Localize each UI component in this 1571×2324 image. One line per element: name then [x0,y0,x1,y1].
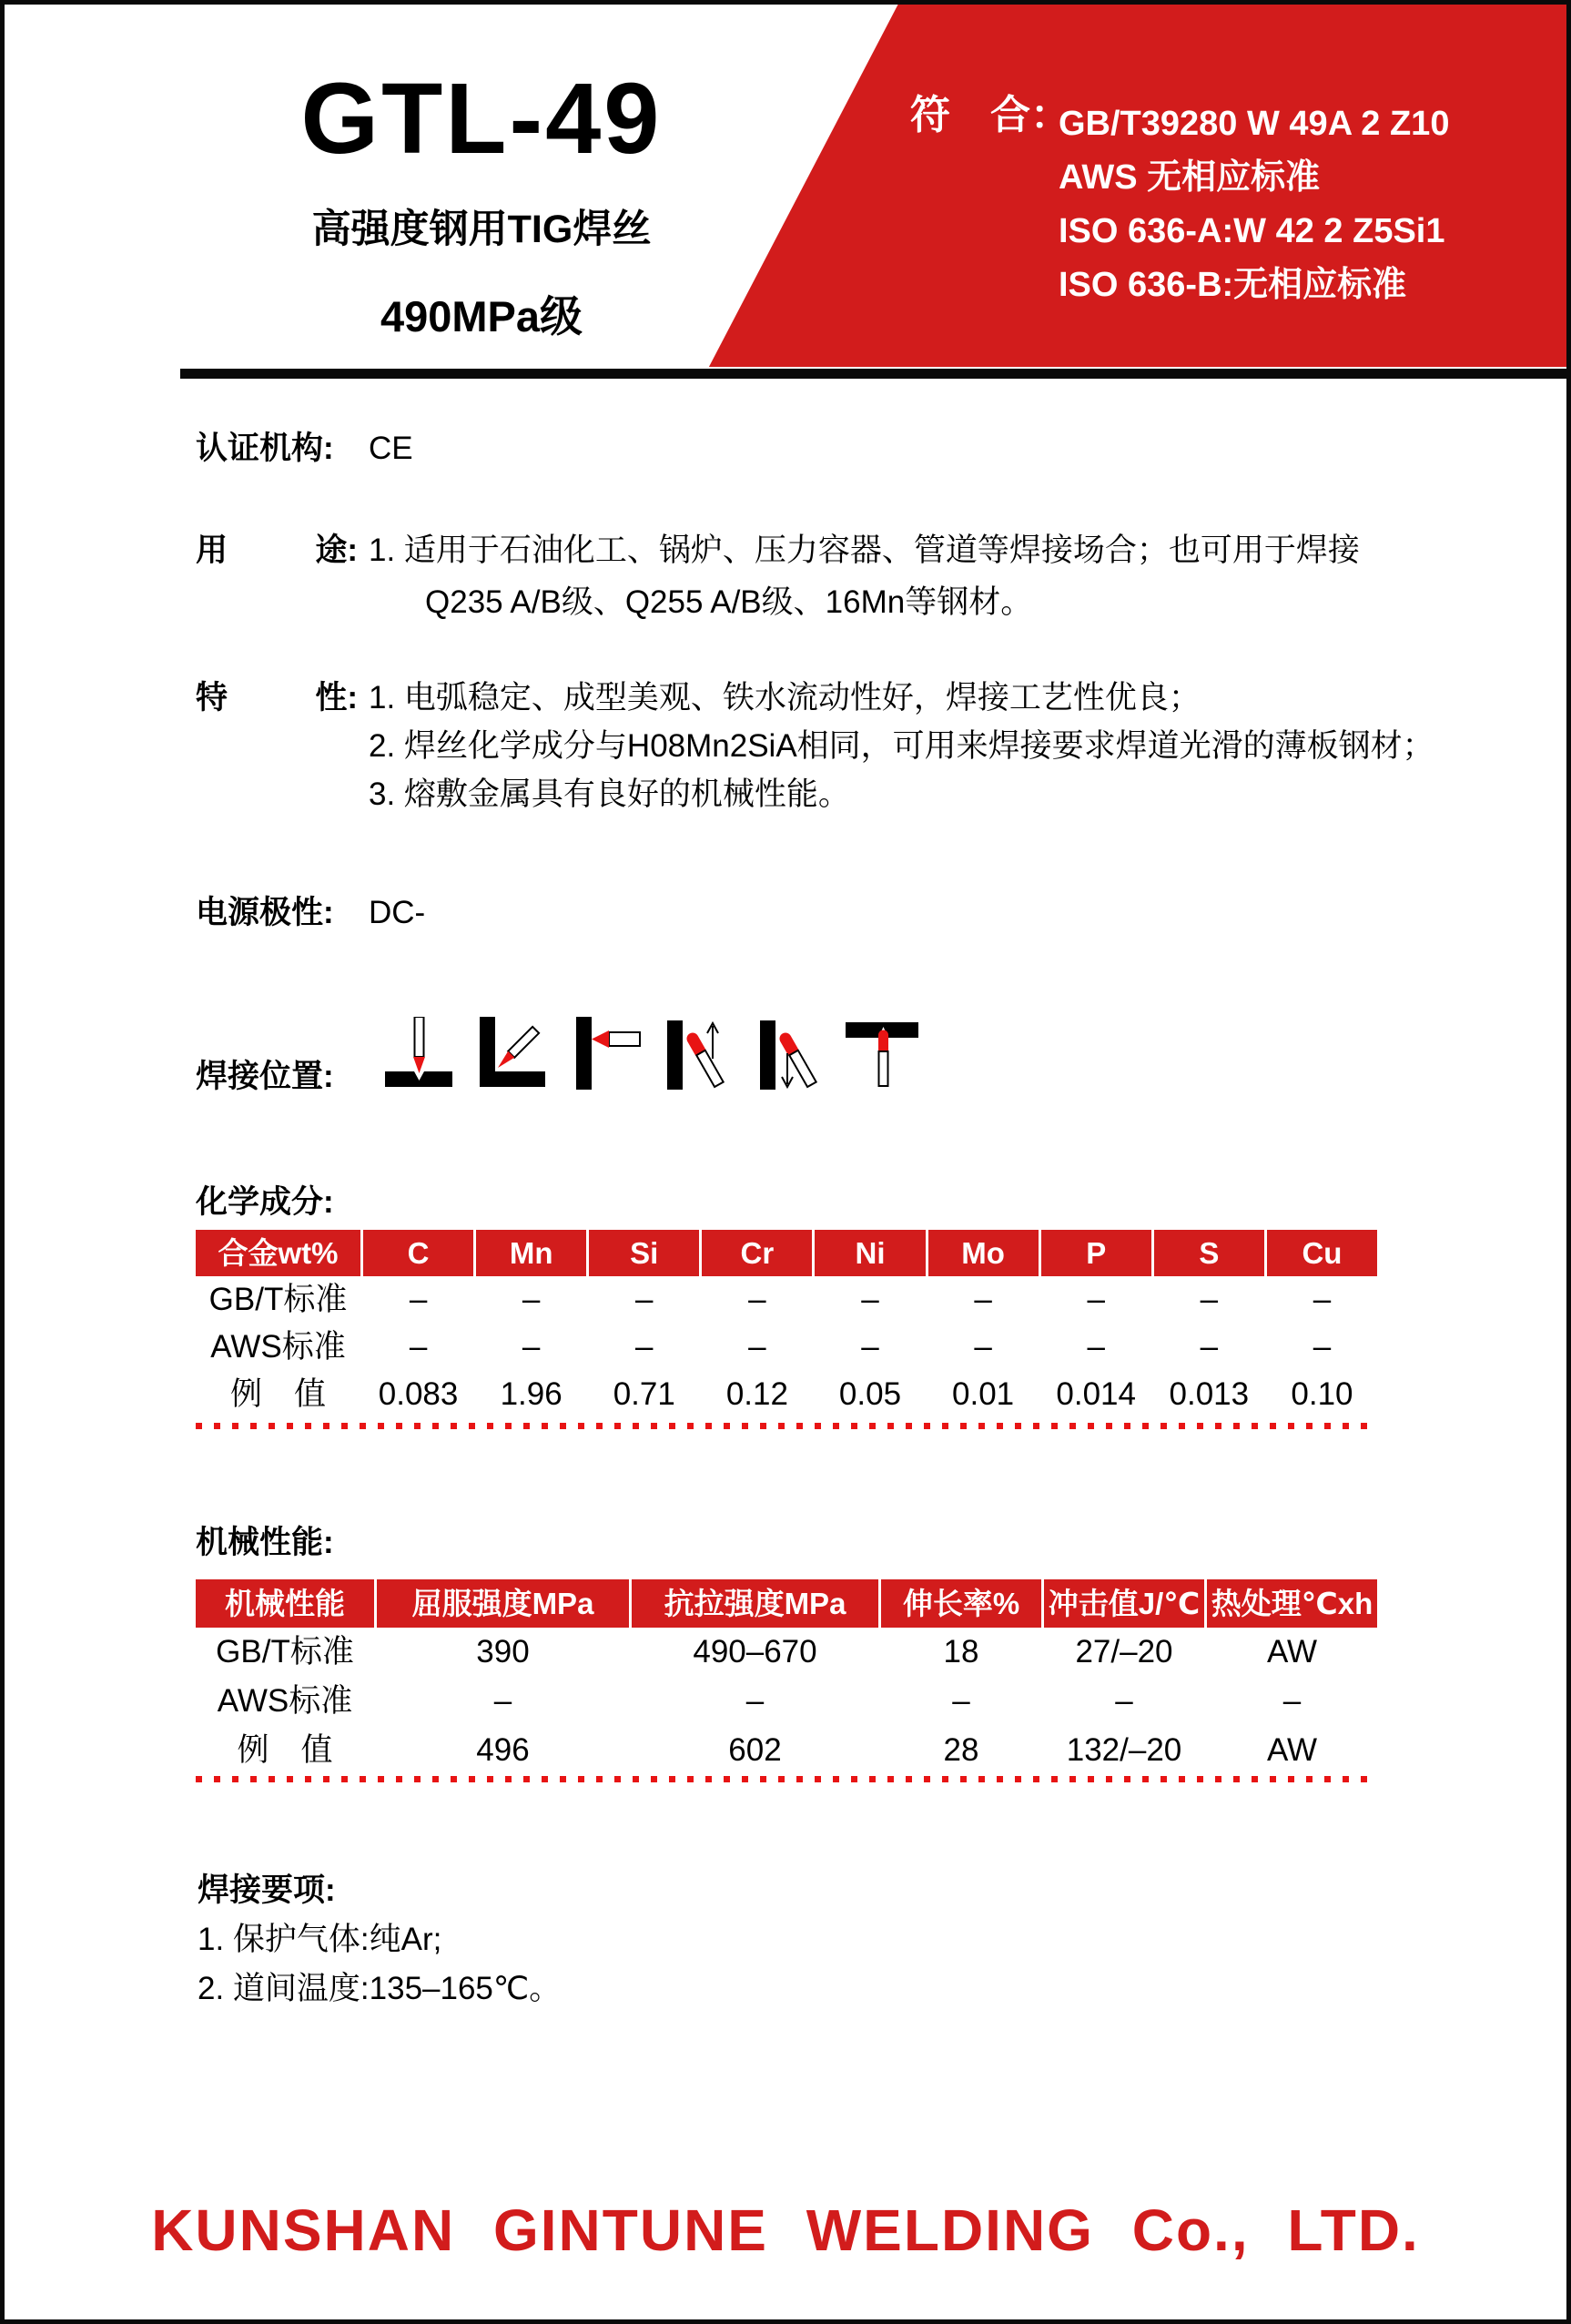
chem-header-cell: Si [589,1230,699,1276]
chem-section-title: 化学成分: [196,1184,334,1220]
chem-header-cell: Ni [815,1230,925,1276]
chem-cell: – [1200,1329,1219,1365]
product-title: GTL-49 [300,63,663,175]
mech-header-cell: 机械性能 [196,1579,374,1628]
chem-row-label: AWS标准 [210,1329,346,1365]
mech-header-cell: 屈服强度MPa [377,1579,629,1628]
mech-row-label: GB/T标准 [216,1634,354,1669]
chem-cell: – [748,1329,766,1365]
welding-position-horizontal-icon [565,1017,644,1093]
product-subtitle: 高强度钢用TIG焊丝 [311,208,652,251]
usage-label [196,531,358,571]
mech-header-row [196,1579,1377,1628]
company-name: KUNSHAN GINTUNE WELDING Co., LTD. [151,2197,1420,2263]
polarity-value: DC- [369,895,426,930]
mech-section-title: 机械性能: [196,1525,334,1560]
chem-row-label: 例 值 [229,1376,326,1412]
chem-cell: – [861,1282,879,1317]
chem-header-cell: Cr [702,1230,812,1276]
mech-cell: 390 [476,1634,530,1669]
mech-cell: – [1115,1683,1133,1719]
mech-cell: 28 [943,1732,979,1768]
chem-row-gbt [196,1276,1377,1324]
chem-cell: – [974,1282,992,1317]
chem-cell: – [1200,1282,1219,1317]
chem-header-cell: Mo [928,1230,1039,1276]
standard-iso-b: ISO 636-B:无相应标准 [1059,266,1407,304]
chem-cell: – [522,1282,541,1317]
mech-row-example [196,1726,1377,1775]
mech-cell: 602 [728,1732,782,1768]
chem-row-example [196,1371,1377,1418]
standard-gbt: GB/T39280 W 49A 2 Z10 [1059,105,1450,143]
mech-cell: – [493,1683,512,1719]
chem-cell: – [409,1282,428,1317]
mech-header-cell: 抗拉强度MPa [632,1579,878,1628]
mech-row-aws [196,1677,1377,1726]
mech-cell: 18 [943,1634,979,1669]
mech-row-label: 例 值 [237,1732,333,1768]
usage-label-char1: 用 [196,533,228,568]
mech-header-cell: 热处理℃xh [1207,1579,1377,1628]
feature-line-3: 3. 熔敷金属具有良好的机械性能。 [369,776,850,812]
mech-cell: – [745,1683,765,1719]
standard-iso-a: ISO 636-A:W 42 2 Z5Si1 [1059,212,1445,250]
chem-cell: – [1313,1282,1332,1317]
polarity-label: 电源极性: [196,895,334,930]
chem-cell: – [1087,1329,1105,1365]
usage-line-1: 1. 适用于石油化工、锅炉、压力容器、管道等焊接场合；也可用于焊接 [369,533,1360,568]
welding-position-horizontal-fillet-icon [472,1017,551,1093]
chem-cell: – [522,1329,541,1365]
mech-row-gbt [196,1628,1377,1677]
chem-header-row [196,1230,1377,1276]
feature-line-2: 2. 焊丝化学成分与H08Mn2SiA相同，可用来焊接要求焊道光滑的薄板钢材； [369,728,1434,764]
mech-header-cell: 伸长率% [881,1579,1041,1628]
welding-position-icons [380,1017,922,1093]
chem-cell: – [635,1329,654,1365]
mech-header-cell: 冲击值J/℃ [1044,1579,1204,1628]
chem-row-aws [196,1324,1377,1371]
chem-table [196,1230,1377,1418]
chem-cell: 0.12 [725,1376,788,1412]
mech-dotted-divider [196,1776,1377,1782]
chem-cell: 0.014 [1056,1376,1136,1412]
mech-cell: AW [1266,1732,1318,1768]
chem-cell: – [748,1282,766,1317]
chem-cell: – [635,1282,654,1317]
chem-row-label: GB/T标准 [208,1282,348,1317]
chem-cell: 1.96 [500,1376,563,1412]
standard-aws: AWS 无相应标准 [1059,158,1321,197]
chem-header-cell: Cu [1267,1230,1377,1276]
mech-cell: 132/–20 [1066,1732,1182,1768]
mech-cell: 490–670 [693,1634,817,1669]
chem-header-cell: S [1154,1230,1264,1276]
chem-header-cell: P [1041,1230,1151,1276]
positions-label: 焊接位置: [196,1059,334,1094]
compliance-label: 符 合： [910,93,1070,137]
chem-header-cell: 合金wt% [196,1230,360,1276]
chem-cell: – [1313,1329,1332,1365]
chem-cell: 0.083 [378,1376,459,1412]
chem-header-cell: Mn [476,1230,586,1276]
features-label-char2: 性: [315,680,358,715]
welding-position-overhead-icon [844,1017,922,1093]
feature-line-1: 1. 电弧稳定、成型美观、铁水流动性好，焊接工艺性优良； [369,680,1201,715]
welding-position-flat-icon [380,1017,458,1093]
mech-cell: 496 [476,1732,530,1768]
usage-line-2: Q235 A/B级、Q255 A/B级、16Mn等钢材。 [425,584,1033,620]
chem-cell: 0.71 [613,1376,675,1412]
essentials-line-2: 2. 道间温度:135–165℃。 [198,1971,562,2006]
features-label [196,678,358,718]
chem-cell: – [1087,1282,1105,1317]
chem-cell: 0.01 [952,1376,1015,1412]
chem-cell: 0.10 [1291,1376,1353,1412]
mech-cell: AW [1266,1634,1318,1669]
chem-cell: – [974,1329,992,1365]
compliance-standards [1059,97,1449,312]
mech-row-label: AWS标准 [217,1683,353,1719]
certification-value: CE [369,431,413,466]
chem-cell: – [409,1329,428,1365]
usage-label-char2: 途: [315,533,358,568]
mech-cell: – [1282,1683,1302,1719]
chem-cell: 0.05 [838,1376,902,1412]
mech-cell: – [952,1683,970,1719]
welding-position-vertical-down-icon [751,1017,829,1093]
header-divider [180,369,1571,379]
features-label-char1: 特 [196,680,228,715]
mech-table [196,1579,1377,1775]
strength-grade: 490MPa级 [380,292,583,340]
welding-position-vertical-up-icon [658,1017,736,1093]
essentials-line-1: 1. 保护气体:纯Ar; [198,1922,442,1957]
mech-cell: 27/–20 [1075,1634,1173,1669]
chem-header-cell: C [363,1230,473,1276]
essentials-title: 焊接要项: [198,1872,336,1908]
certification-label: 认证机构: [196,431,334,466]
chem-cell: 0.013 [1169,1376,1250,1412]
chem-cell: – [861,1329,879,1365]
chem-dotted-divider [196,1423,1377,1429]
